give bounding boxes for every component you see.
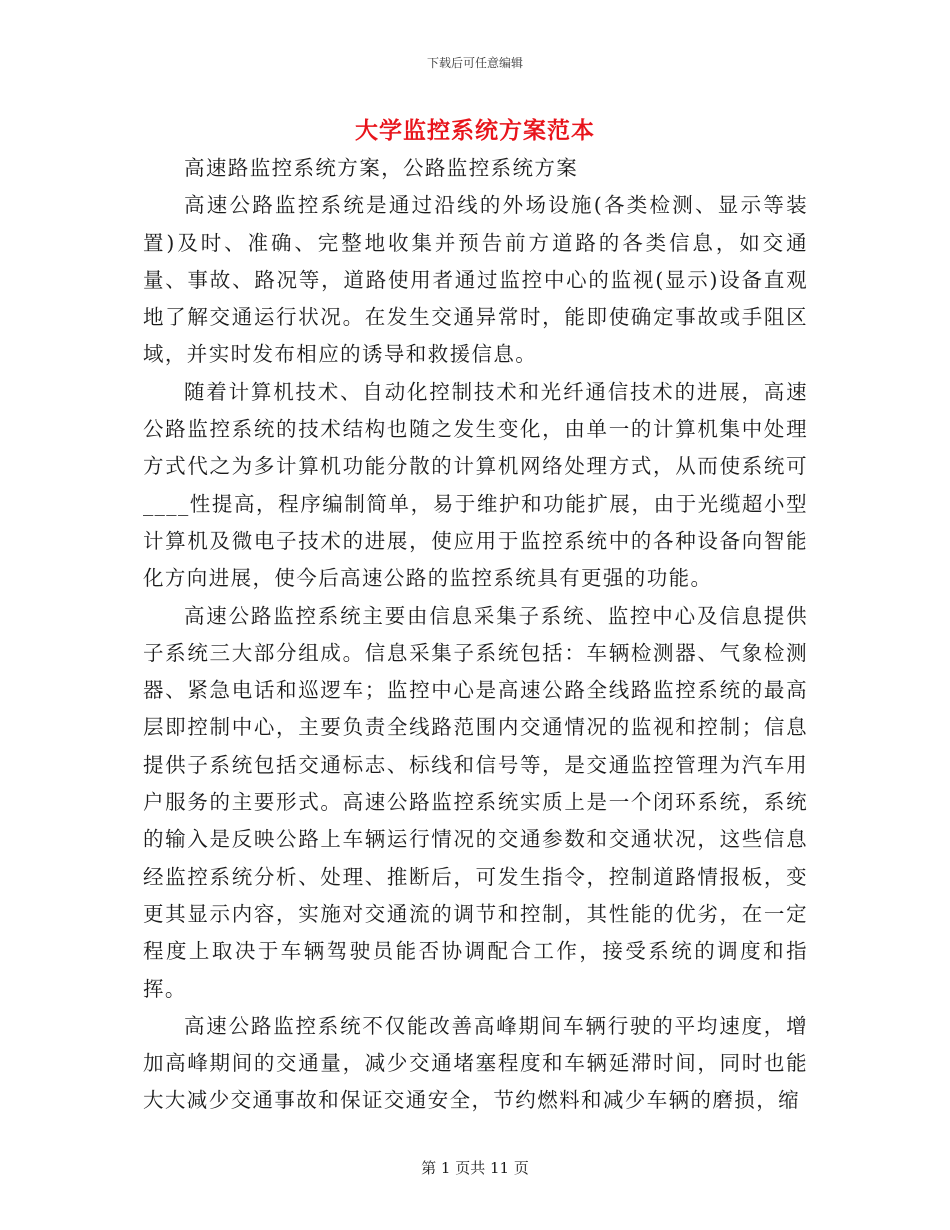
paragraph: 高速公路监控系统主要由信息采集子系统、监控中心及信息提供子系统三大部分组成。信息采集子系统包括：车辆检测器、气象检测器、紧急电话和巡逻车；监控中心是高速公路全线路监控系统的最高层即控制中心，主要负责全线路范围内交通情况的监视和控制；信息提供子系统包括交通标志、标线和信号等，是交通监控管理为汽车用户服务的主要形式。高速公路监控系统实质上是一个闭环系统，系统的输入是反映公路上车辆运行情况的交通参数和交通状况，这些信息经监控系统分析、处理、推断后，可发生指令，控制道路情报板，变更其显示内容，实施对交通流的调节和控制，其性能的优劣，在一定程度上取决于车辆驾驶员能否协调配合工作，接受系统的调度和指挥。 bbox=[143, 603, 808, 1001]
document-title: 大学监控系统方案范本 bbox=[355, 117, 595, 144]
document-body bbox=[143, 150, 808, 1120]
page-number-footer: 第 1 页共 11 页 bbox=[421, 1159, 529, 1177]
paragraph: 高速公路监控系统是通过沿线的外场设施(各类检测、显示等装置)及时、准确、完整地收集并预告前方道路的各类信息，如交通量、事故、路况等，道路使用者通过监控中心的监视(显示)设备直观地了解交通运行状况。在发生交通异常时，能即使确定事故或手阻区域，并实时发布相应的诱导和救援信息。 bbox=[143, 193, 808, 367]
header-note: 下载后可任意编辑 bbox=[426, 56, 523, 70]
paragraph: 高速路监控系统方案，公路监控系统方案 bbox=[184, 156, 579, 180]
paragraph: 高速公路监控系统不仅能改善高峰期间车辆行驶的平均速度，增加高峰期间的交通量，减少交通堵塞程度和车辆延滞时间，同时也能大大减少交通事故和保证交通安全，节约燃料和减少车辆的磨损，缩 bbox=[143, 1013, 808, 1113]
paragraph: 随着计算机技术、自动化控制技术和光纤通信技术的进展，高速公路监控系统的技术结构也随之发生变化，由单一的计算机集中处理方式代之为多计算机功能分散的计算机网络处理方式，从而使系统可____性提高，程序编制简单，易于维护和功能扩展，由于光缆超小型计算机及微电子技术的进展，使应用于监控系统中的各种设备向智能化方向进展，使今后高速公路的监控系统具有更强的功能。 bbox=[143, 379, 808, 591]
